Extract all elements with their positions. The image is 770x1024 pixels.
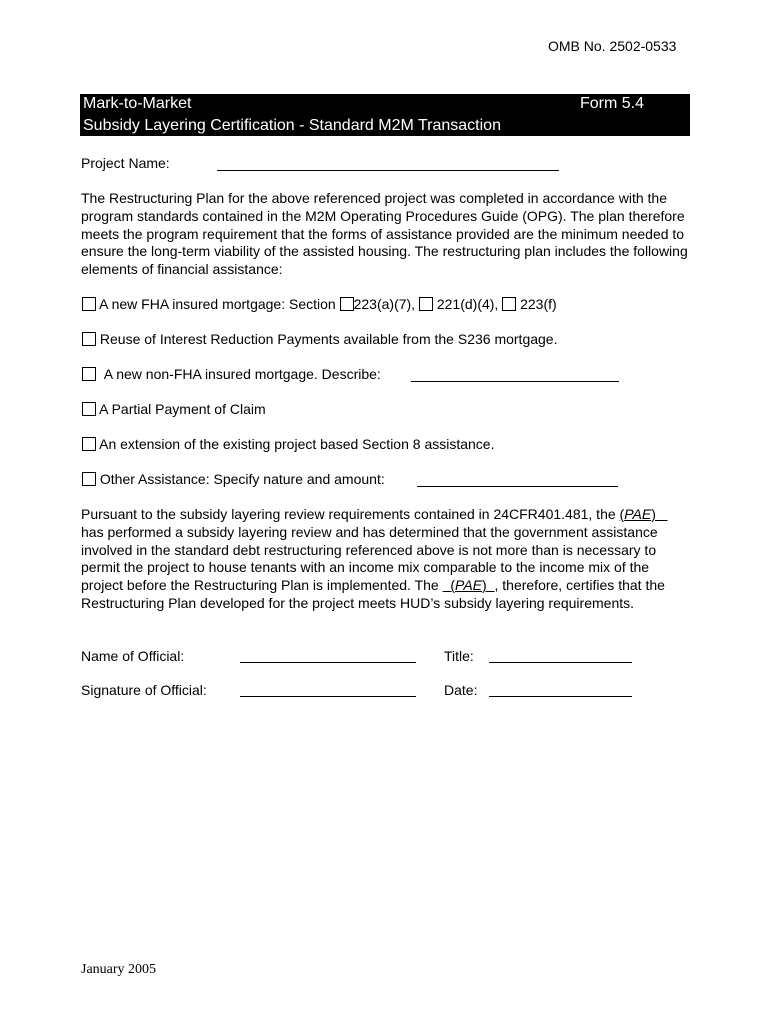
- pursuant-paragraph: Pursuant to the subsidy layering review requirements contained in 24CFR401.481, the (PAE) has performed a subsidy layering review and has determined that the government assistance involved in the standard debt restructuring referenced above is not more than is necessary to permit the project to house tenants with an income mix comparable to the income mix of the project before the Restructuring Plan is implemented. The (PAE) , therefore, certifies that the Restructuring Plan developed for the project meets HUD’s subsidy layering requirements.: [81, 506, 668, 611]
- nonfha-describe-field[interactable]: [411, 381, 619, 382]
- pae-entity-2: PAE: [455, 577, 483, 594]
- partial-claim-checkbox[interactable]: [82, 402, 96, 416]
- option-fha-row: [82, 296, 557, 312]
- reuse-label: Reuse of Interest Reduction Payments available from the S236 mortgage.: [99, 331, 558, 347]
- signature-field[interactable]: [240, 696, 416, 697]
- section-223a7-checkbox[interactable]: [340, 297, 354, 311]
- option-other-row: [82, 471, 385, 487]
- official-name-label: Name of Official:: [81, 648, 185, 664]
- reuse-checkbox[interactable]: [82, 332, 96, 346]
- title-label: Title:: [444, 648, 474, 664]
- extension-label: An extension of the existing project based Section 8 assistance.: [99, 436, 495, 452]
- fha-checkbox[interactable]: [82, 297, 96, 311]
- other-assistance-checkbox[interactable]: [82, 472, 96, 486]
- pae-entity-1: PAE: [624, 506, 652, 522]
- section-223f-label: 223(f): [520, 296, 557, 312]
- option-partial-row: [82, 401, 266, 417]
- other-assistance-label: Other Assistance: Specify nature and amount:: [99, 471, 385, 487]
- official-name-field[interactable]: [240, 662, 416, 663]
- pursuant-text-1: Pursuant to the subsidy layering review requirements contained in 24CFR401.481, the: [81, 506, 616, 522]
- form-number: Form 5.4: [580, 95, 645, 112]
- section-223f-checkbox[interactable]: [502, 297, 516, 311]
- project-name-field[interactable]: [217, 170, 559, 171]
- other-assistance-field[interactable]: [417, 486, 618, 487]
- pursuant-text-2: has performed a subsidy layering review and has determined that the government assistance involved in the standard debt restructuring referenced above is not more than is necessary to permit the project to house tenants with an income mix comparable to the income mix of the project before the Restructuring Plan is implemented. The: [81, 523, 658, 594]
- section-223a7-label: 223(a)(7),: [353, 296, 416, 312]
- fha-label: A new FHA insured mortgage: Section: [99, 296, 336, 312]
- title-field[interactable]: [489, 662, 632, 663]
- omb-number: OMB No. 2502-0533: [548, 38, 677, 54]
- section-221d4-checkbox[interactable]: [419, 297, 433, 311]
- nonfha-checkbox[interactable]: [82, 367, 96, 381]
- date-label: Date:: [444, 682, 478, 698]
- nonfha-label: A new non-FHA insured mortgage. Describe:: [103, 366, 381, 382]
- form-title: Subsidy Layering Certification - Standard M2M Transaction: [83, 117, 501, 134]
- option-reuse-row: [82, 331, 557, 347]
- title-banner: [80, 94, 690, 136]
- partial-claim-label: A Partial Payment of Claim: [99, 401, 266, 417]
- intro-paragraph: The Restructuring Plan for the above referenced project was completed in accordance with the program standards contained in the M2M Operating Procedures Guide (OPG). The plan therefore meets the program requirement that the forms of assistance provided are the minimum needed to ensure the long-term viability of the assisted housing. The restructuring plan includes the following elements of financial assistance:: [81, 190, 688, 278]
- footer-date: January 2005: [81, 962, 157, 977]
- option-extension-row: [82, 436, 494, 452]
- program-title: Mark-to-Market: [83, 95, 192, 112]
- date-field[interactable]: [489, 696, 632, 697]
- section-221d4-label: 221(d)(4),: [436, 296, 499, 312]
- extension-checkbox[interactable]: [82, 437, 96, 451]
- option-nonfha-row: [82, 366, 381, 382]
- pursuant-text-3: , therefore, certifies that the Restructuring Plan developed for the project meets HUD’s subsidy layering requirements.: [81, 577, 665, 611]
- project-name-label: Project Name:: [81, 155, 170, 171]
- signature-label: Signature of Official:: [81, 682, 207, 698]
